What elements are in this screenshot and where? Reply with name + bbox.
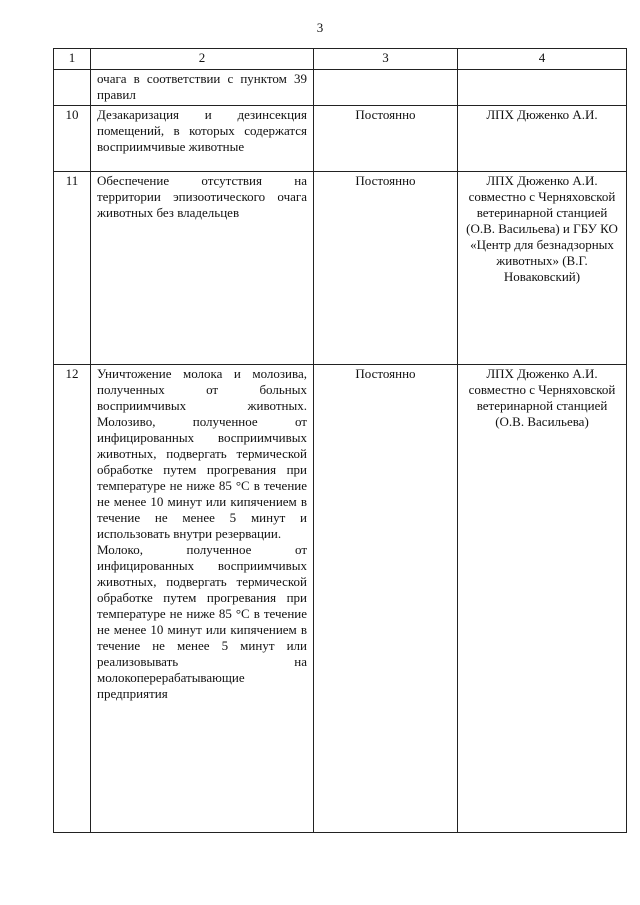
row-number: 12 <box>54 365 91 833</box>
measures-table <box>53 48 627 833</box>
row-number: 11 <box>54 172 91 365</box>
row-responsible: ЛПХ Дюженко А.И. <box>458 106 627 172</box>
table-header-row <box>54 49 627 70</box>
row-term: Постоянно <box>314 365 458 833</box>
row-responsible: ЛПХ Дюженко А.И. совместно с Черняховской ветеринарной станцией (О.В. Васильева) <box>458 365 627 833</box>
column-header-3: 3 <box>314 49 458 70</box>
row-action-paragraph-2: Молоко, полученное от инфицированных восприимчивых животных, подвергать термической обработке путем прогревания при температуре не ниже 85 °С в течение не менее 10 минут или кипячением в течение не менее 5 минут или реализовывать на молокоперерабатывающие предприятия <box>97 542 307 701</box>
row-action <box>91 365 314 833</box>
page-number: 3 <box>316 20 324 35</box>
row-term <box>314 70 458 106</box>
row-action: Обеспечение отсутствия на территории эпизоотического очага животных без владельцев <box>91 172 314 365</box>
row-responsible <box>458 70 627 106</box>
row-responsible: ЛПХ Дюженко А.И. совместно с Черняховской ветеринарной станцией (О.В. Васильева) и ГБУ КО «Центр для безнадзорных животных» (В.Г. Новаковский) <box>458 172 627 365</box>
table-row <box>54 70 627 106</box>
column-header-2: 2 <box>91 49 314 70</box>
row-term: Постоянно <box>314 172 458 365</box>
table-row <box>54 365 627 833</box>
row-term: Постоянно <box>314 106 458 172</box>
column-header-4: 4 <box>458 49 627 70</box>
row-number: 10 <box>54 106 91 172</box>
column-header-1: 1 <box>54 49 91 70</box>
table-row <box>54 172 627 365</box>
row-action-paragraph-1: Уничтожение молока и молозива, полученных от больных восприимчивых животных. Молозиво, полученное от инфицированных восприимчивых животных, подвергать термической обработке путем прогревания при температуре не ниже 85 °С в течение не менее 10 минут или кипячением в течение не менее 5 минут и использовать внутри резервации. <box>97 366 307 541</box>
row-number <box>54 70 91 106</box>
row-action: очага в соответствии с пунктом 39 правил <box>91 70 314 106</box>
table-row <box>54 106 627 172</box>
row-action: Дезакаризация и дезинсекция помещений, в которых содержатся восприимчивые животные <box>91 106 314 172</box>
